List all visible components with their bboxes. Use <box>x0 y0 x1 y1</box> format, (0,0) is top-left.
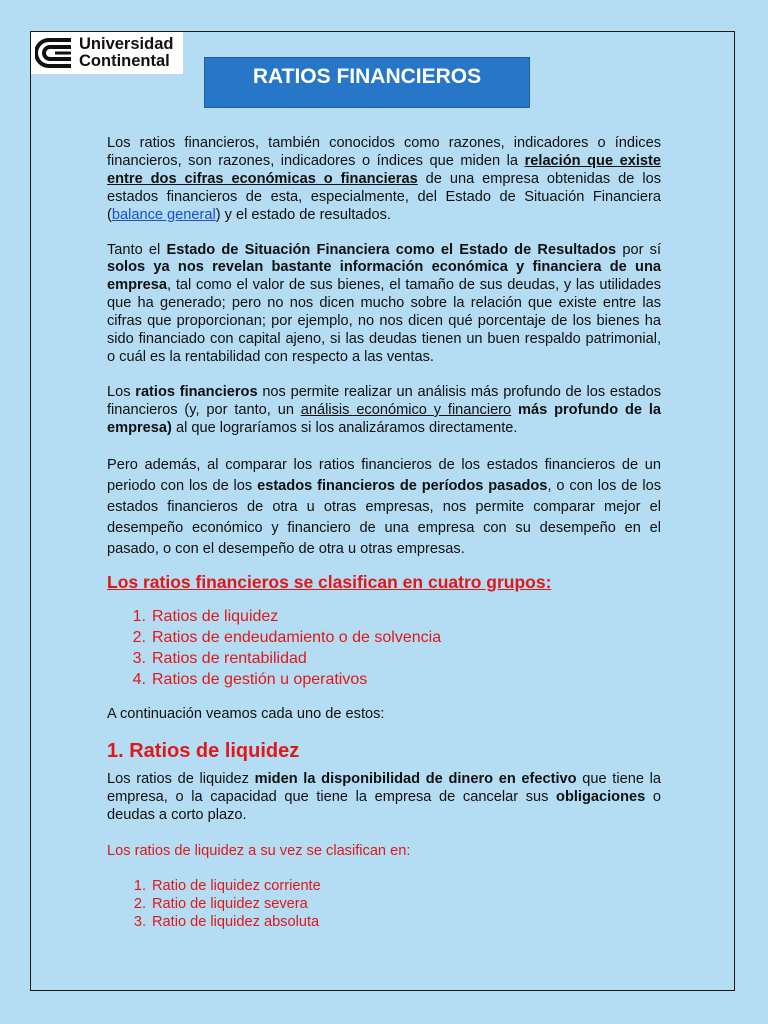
logo-text <box>79 36 173 70</box>
list-item: 3. Ratios de rentabilidad <box>132 649 307 667</box>
paragraph-states: Tanto el Estado de Situación Financiera como el Estado de Resultados por sí solos ya nos revelan bastante información económica y financiera de una empresa, tal como el valor de sus bienes, el tamaño de sus deudas, y las utilidades que ha generado; pero no nos dicen mucho sobre la relación que existe entre las cifras que proporcionan; por ejemplo, no nos dicen qué porcentaje de los bienes ha sido financiado con capital ajeno, si las deudas tienen un buen respaldo patrimonial, o cuál es la rentabilidad con respecto a las ventas. <box>107 241 661 365</box>
continental-c-icon <box>35 36 75 70</box>
paragraph-liquidity: Los ratios de liquidez miden la disponibilidad de dinero en efectivo que tiene la empresa, o la capacidad que tiene la empresa de cancelar sus obligaciones o deudas a corto plazo. <box>107 771 661 824</box>
page-title: RATIOS FINANCIEROS <box>204 57 530 108</box>
list-item: 4. Ratios de gestión u operativos <box>132 670 368 688</box>
balance-general-link[interactable]: balance general <box>111 206 216 223</box>
continuation-text: A continuación veamos cada uno de estos: <box>107 705 385 722</box>
emphasis-relation: relación que existe entre dos cifras económicas o financieras <box>107 152 661 187</box>
section-heading-liquidity: 1. Ratios de liquidez <box>107 740 300 763</box>
paragraph-definition: Los ratios financieros, también conocidos como razones, indicadores o índices financieros, son razones, indicadores o índices que miden la relación que existe entre dos cifras económicas o financieras de una empresa obtenidas de los estados financieros de esta, especialmente, del Estado de Situación Financiera (balance general) y el estado de resultados. <box>107 135 661 223</box>
document-body <box>107 135 661 931</box>
paragraph-comparison: Pero además, al comparar los ratios financieros de los estados financieros de un periodo con los de los estados financieros de períodos pasados, o con los de los estados financieros de otra u otras empresas, nos permite comparar mejor el desempeño económico y financiero de una empresa con su desempeño en el pasado, o con el desempeño de otra u otras empresas. <box>107 456 662 557</box>
list-item: 2. Ratios de endeudamiento o de solvencia <box>132 628 442 646</box>
university-logo <box>31 32 183 74</box>
list-item: 3. Ratio de liquidez absoluta <box>133 913 320 930</box>
logo-line1: Universidad <box>79 35 174 53</box>
classification-heading: Los ratios financieros se clasifican en cuatro grupos: <box>107 571 552 592</box>
logo-line2: Continental <box>79 52 170 70</box>
liquidity-list <box>107 877 661 931</box>
list-item: 1. Ratios de liquidez <box>132 607 279 625</box>
list-item: 2. Ratio de liquidez severa <box>133 895 308 912</box>
list-item: 1. Ratio de liquidez corriente <box>133 877 321 894</box>
liquidity-intro: Los ratios de liquidez a su vez se clasifican en: <box>107 843 411 860</box>
paragraph-analysis: Los ratios financieros nos permite realizar un análisis más profundo de los estados financieros (y, por tanto, un análisis económico y financiero más profundo de la empresa) al que lograríamos si los analizáramos directamente. <box>107 383 662 436</box>
emphasis-analysis: análisis económico y financiero <box>300 401 512 418</box>
groups-list <box>107 606 661 690</box>
